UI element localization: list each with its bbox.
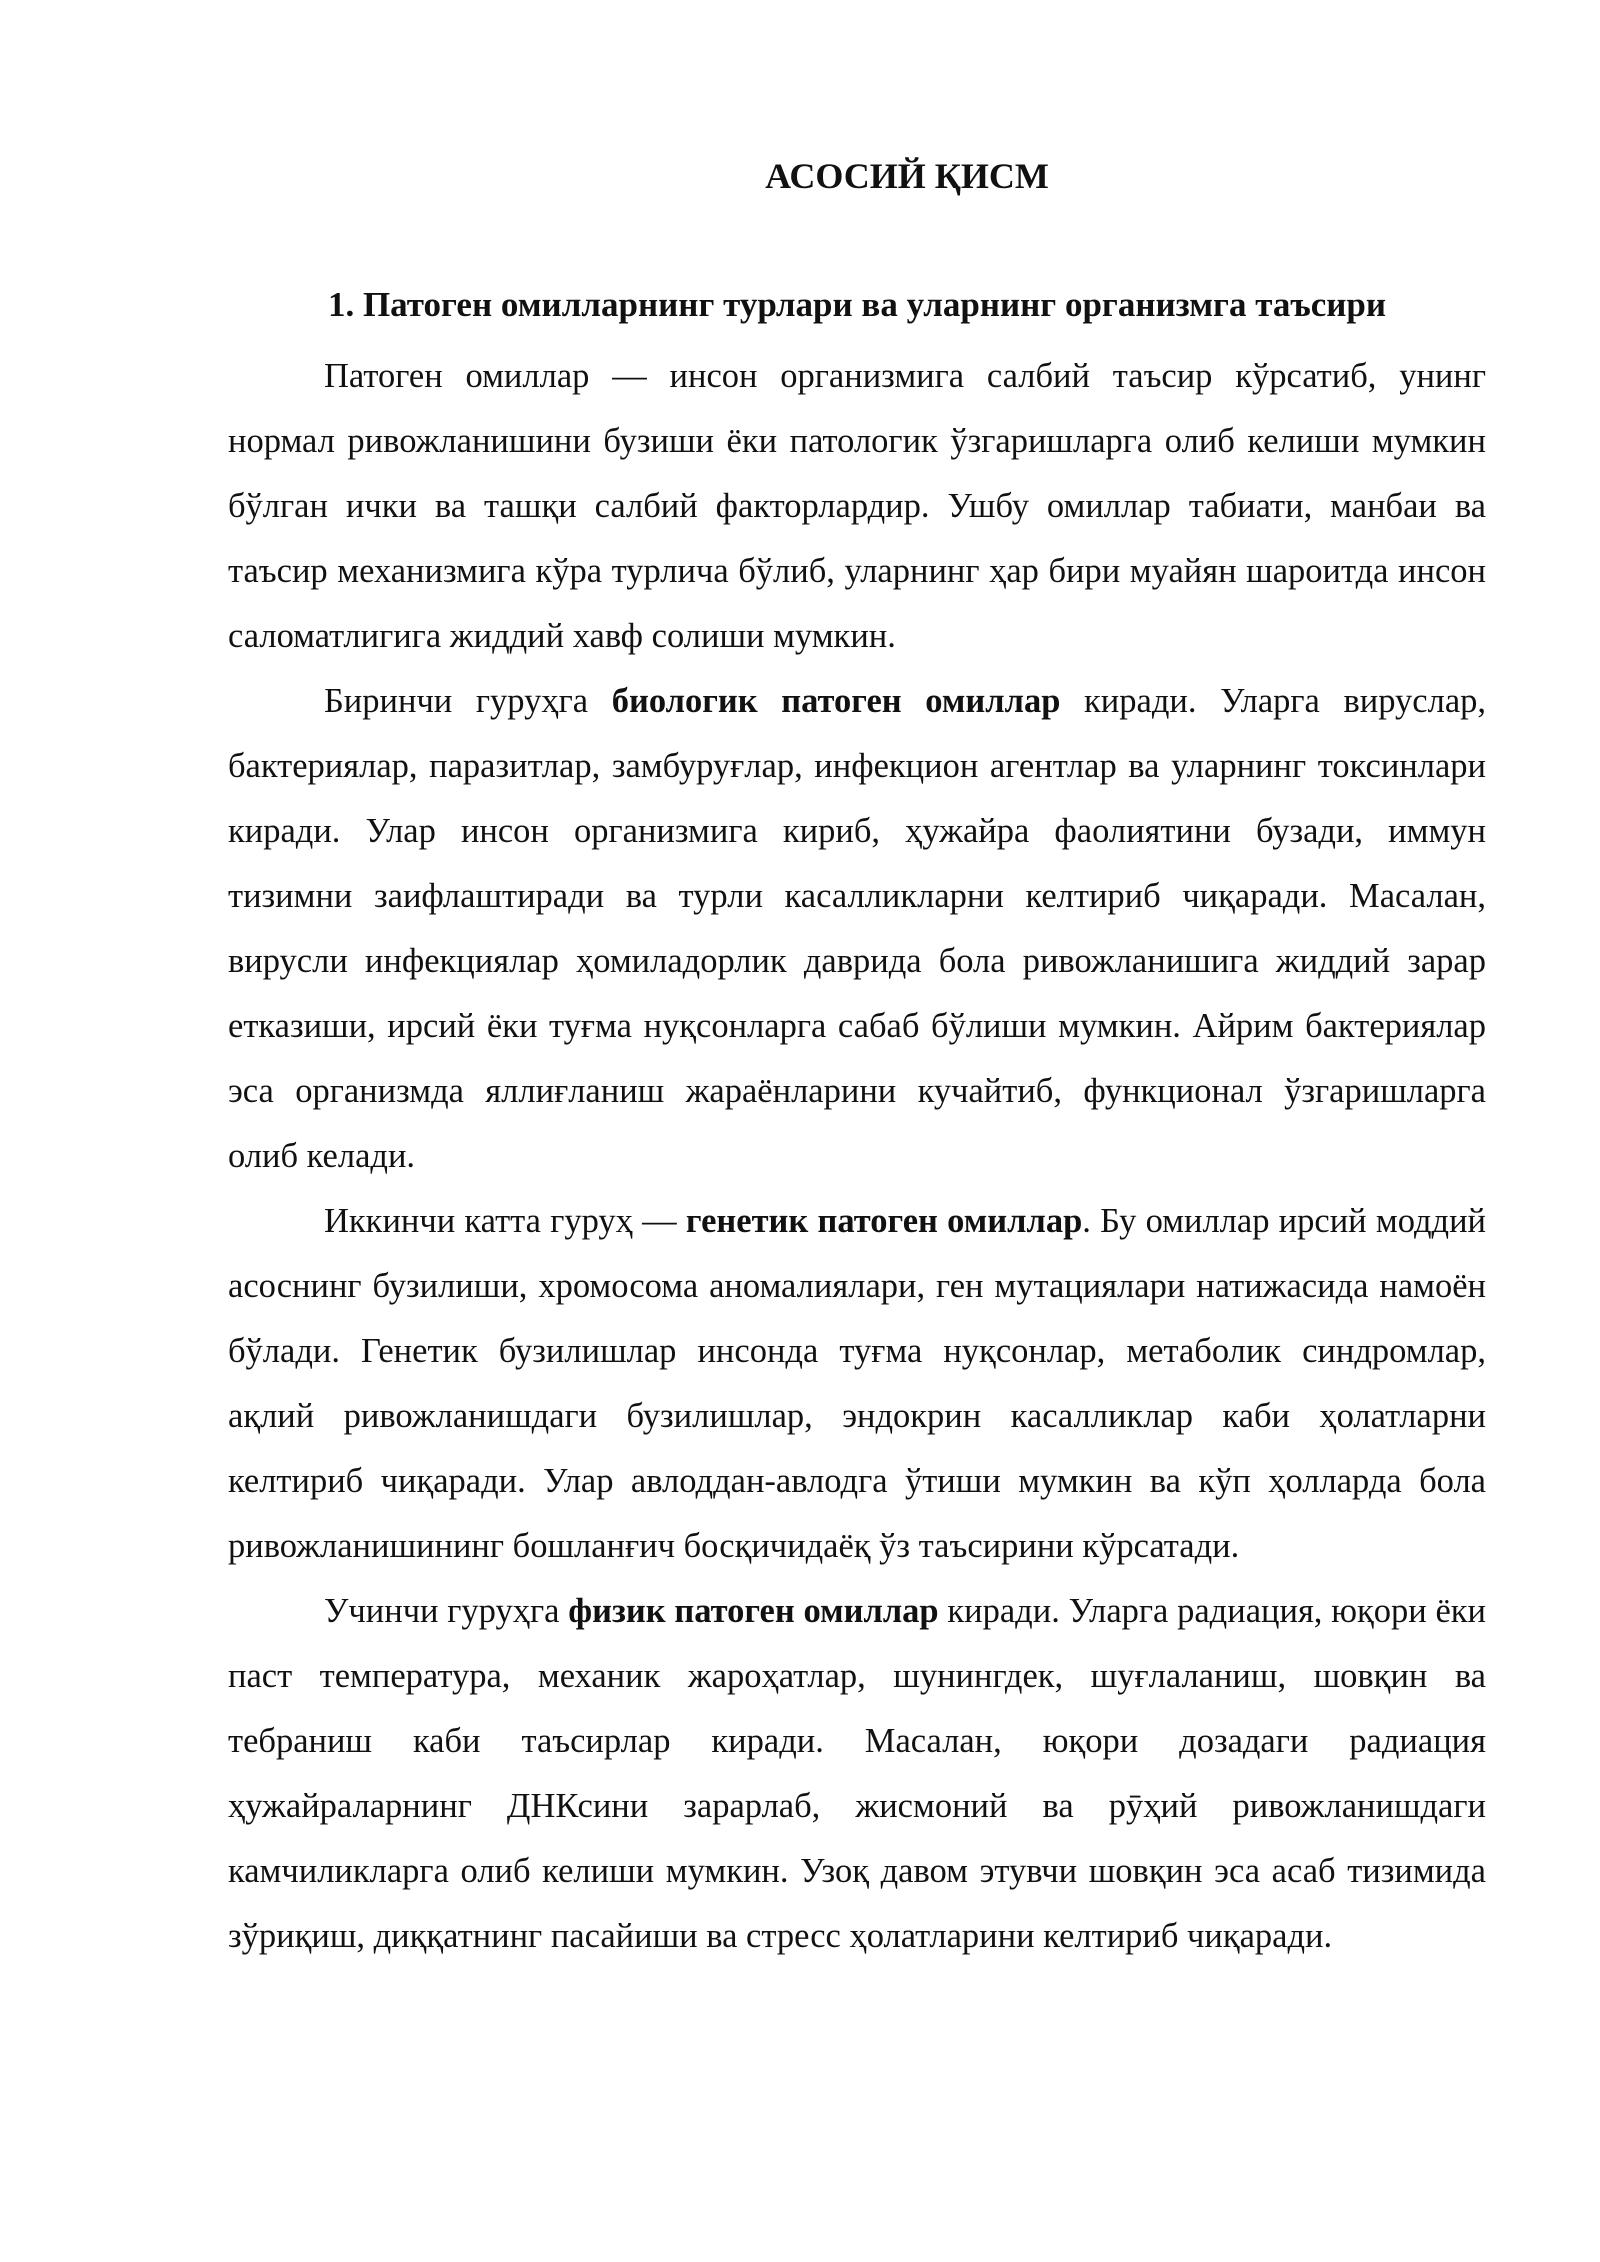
paragraph-4-text-end: киради. Уларга радиация, юқори ёки паст температура, механик жароҳатлар, шунингдек, шуғлаланиш, шовқин ва тебраниш каби таъсирлар киради. Масалан, юқори дозадаги радиация ҳужайраларнинг ДНКсини зарарлаб, жисмоний ва рӯҳий ривожланишдаги камчиликларга олиб келиши мумкин. Узоқ давом этувчи шовқин эса асаб тизимида зўриқиш, диққатнинг пасайиши ва стресс ҳолатларини келтириб чиқаради. <box>228 1592 1486 1955</box>
paragraph-4 <box>228 1579 1486 1969</box>
paragraph-2-bold-term: биологик патоген омиллар <box>611 682 1061 720</box>
paragraph-4-text-start: Учинчи гуруҳга <box>324 1592 569 1630</box>
paragraph-2-text-end: киради. Уларга вируслар, бактериялар, паразитлар, замбуруғлар, инфекцион агентлар ва уларнинг токсинлари киради. Улар инсон организмига кириб, ҳужайра фаолиятини бузади, иммун тизимни заифлаштиради ва турли касалликларни келтириб чиқаради. Масалан, вирусли инфекциялар ҳомиладорлик даврида бола ривожланишига жиддий зарар етказиши, ирсий ёки туғма нуқсонларга сабаб бўлиши мумкин. Айрим бактериялар эса организмда яллиғланиш жараёнларини кучайтиб, функционал ўзгаришларга олиб келади. <box>228 682 1487 1175</box>
paragraph-2-text-start: Биринчи гуруҳга <box>324 682 612 720</box>
paragraph-3-text-end: . Бу омиллар ирсий моддий асоснинг бузилиши, хромосома аномалиялари, ген мутациялари натижасида намоён бўлади. Генетик бузилишлар инсонда туғма нуқсонлар, метаболик синдромлар, ақлий ривожланишдаги бузилишлар, эндокрин касалликлар каби ҳолатларни келтириб чиқаради. Улар авлоддан-авлодга ўтиши мумкин ва кўп ҳолларда бола ривожланишининг бошланғич босқичидаёқ ўз таъсирини кўрсатади. <box>228 1202 1486 1565</box>
paragraph-3 <box>228 1189 1486 1579</box>
paragraph-3-bold-term: генетик патоген омиллар <box>685 1202 1083 1240</box>
paragraph-4-bold-term: физик патоген омиллар <box>568 1592 939 1630</box>
body-text <box>228 344 1486 1969</box>
paragraph-1 <box>228 344 1486 669</box>
paragraph-1-text: Патоген омиллар — инсон организмига салбий таъсир кўрсатиб, унинг нормал ривожланишини бузиши ёки патологик ўзгаришларга олиб келиши мумкин бўлган ички ва ташқи салбий факторлардир. Ушбу омиллар табиати, манбаи ва таъсир механизмига кўра турлича бўлиб, уларнинг ҳар бири муайян шароитда инсон саломатлигига жиддий хавф солиши мумкин. <box>228 357 1486 655</box>
paragraph-2 <box>228 669 1486 1189</box>
section-heading: 1. Патоген омилларнинг турлари ва уларнинг организмга таъсири <box>327 285 1387 324</box>
paragraph-3-text-start: Иккинчи катта гуруҳ — <box>324 1202 686 1240</box>
main-heading: АСОСИЙ ҚИСМ <box>765 156 1049 196</box>
